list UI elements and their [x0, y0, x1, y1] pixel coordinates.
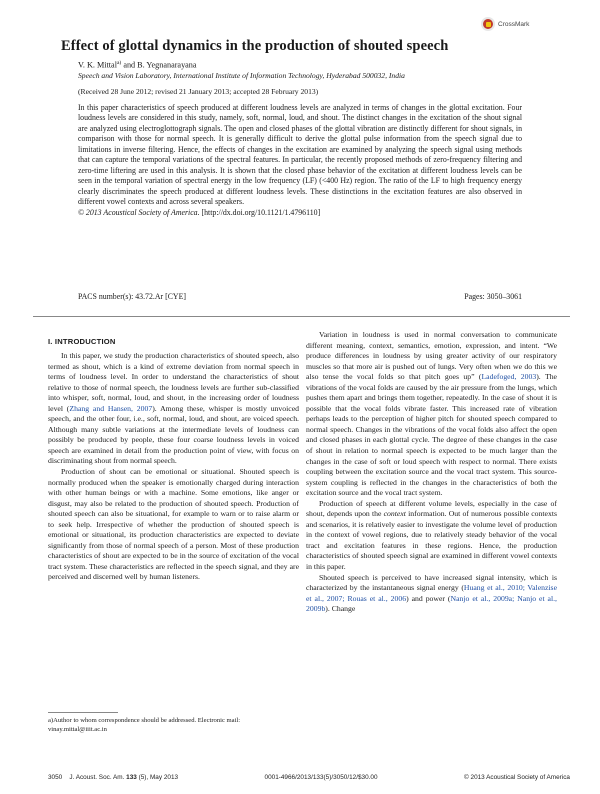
author-line — [78, 60, 197, 70]
author-footnote-marker: a) — [116, 60, 122, 66]
left-column — [48, 351, 299, 583]
page-footer — [48, 774, 570, 781]
author-2: and B. Yegnanarayana — [121, 60, 197, 70]
paragraph — [306, 573, 557, 615]
paragraph — [306, 499, 557, 573]
paragraph-text: ). Among these, whisper is mostly unvoiced speech, and the other four, i.e., soft, normal, loud, and shout, are voiced speech. Although many subtle variations at the intermediate levels of loudness can possibly be produced by people, these four coarse loudness levels in voiced speech are examined in detail from the production point of view, with focus on discriminating shout from normal speech. — [48, 403, 299, 466]
footer-copyright: © 2013 Acoustical Society of America — [464, 774, 570, 781]
paragraph-text: In this paper, we study the production characteristics of shouted speech, also termed as shout, which is a kind of extreme deviation from normal speech in terms of loudness level. In order to understand the characteristics of shout relative to those of normal speech, the loudness levels are further sub-classified into whisper, soft, normal, loud, and shout, in the increasing order of loudness level ( — [48, 351, 299, 413]
citation-link[interactable]: Nanjo et al., 2009a; Nanjo et al., 2009b — [306, 593, 557, 614]
paragraph-text: Shouted speech is perceived to have increased signal intensity, which is characterized by the instantaneous signal energy ( — [306, 572, 557, 593]
paper-title: Effect of glottal dynamics in the production of shouted speech — [61, 38, 449, 54]
abstract-copyright: © 2013 Acoustical Society of America. — [78, 207, 200, 217]
paragraph — [48, 351, 299, 467]
footer-citation — [48, 774, 178, 781]
citation-link[interactable]: Ladefoged, 2003 — [481, 372, 537, 382]
pacs-row — [78, 292, 522, 301]
crossmark-label: CrossMark — [498, 20, 530, 28]
citation-link[interactable]: Huang et al., 2010; Valenzise et al., 2007; Rouas et al., 2006 — [306, 583, 557, 603]
paragraph-text: ) and power ( — [406, 593, 451, 603]
paragraph-text: information. Out of numerous possible contexts and scenarios, it is relatively easier to investigate the volume level of production in the context of vowel regions, due to relatively steady behavior of the vocal tract and excitation features in these regions. Hence, the production characteristics of shouted speech signal are examined in different vowel contexts in this paper. — [306, 509, 557, 572]
right-column — [306, 330, 557, 615]
issue: (5), May 2013 — [136, 774, 179, 781]
section-heading: I. INTRODUCTION — [48, 337, 116, 346]
author-1: V. K. Mittal — [78, 60, 117, 70]
page-range: Pages: 3050–3061 — [464, 292, 522, 301]
header-divider — [33, 316, 570, 317]
crossmark-icon — [481, 17, 495, 31]
paragraph-text: ). Change — [325, 604, 356, 614]
journal-name: J. Acoust. Soc. Am. — [69, 774, 127, 781]
issn: 0001-4966/2013/133(5)/3050/12/$30.00 — [264, 774, 378, 781]
abstract — [78, 103, 522, 218]
citation-link[interactable]: Zhang and Hansen, 2007 — [69, 403, 153, 413]
page-number: 3050 — [48, 774, 63, 781]
crossmark-badge[interactable] — [481, 14, 539, 34]
footnote-divider — [48, 712, 118, 713]
affiliation: Speech and Vision Laboratory, International Institute of Information Technology, Hyderabad 500032, India — [78, 71, 405, 80]
volume: 133 — [126, 774, 137, 781]
pacs-numbers: PACS number(s): 43.72.Ar [CYE] — [78, 292, 186, 301]
paragraph-text: ). The vibrations of the vocal folds are caused by the air pressure from the lungs, which pushes them apart and brings them together, repeatedly. In the case of shout it is possible that the vocal folds vibrate faster. This increased rate of vibration perhaps leads to the perception of higher pitch for shouted speech compared to normal speech. Changes in the vibrations of the vocal folds also affect the open and closed phases in each glottal cycle. The degree of these changes in the case of shout in relation to normal speech is expected to be much larger than the changes in the case of soft or loud speech with respect to normal. There exists coupling between the excitation source and the vocal tract system. This source-system coupling is reflected in the changes in the characteristics of both the excitation source and the vocal tract system. — [306, 372, 557, 498]
paragraph-text: Production of speech at different volume levels, especially in the case of shout, depends upon the — [306, 498, 557, 519]
abstract-text: In this paper characteristics of speech produced at different loudness levels are analyzed in terms of changes in the glottal excitation. Four loudness levels are considered in this study, namely, soft, normal, loud, and shout. The distinct changes in the excitation of the shout signal are analyzed using electroglottograph signals. The open and closed phases of the glottal vibration are distinctly different for shout signals, in comparison with those for normal speech. It is generally difficult to derive the glottal pulse information from the speech signal due to limitations in inverse filtering. Hence, the effects of changes in the excitation are examined by analyzing the speech signal using methods that can capture the temporal variations of the spectral features. In particular, the recently proposed methods of zero-frequency filtering and zero-time liftering are used in this analysis. It is shown that the closed phase behavior of the excitation at different loudness levels can be seen in the temporal variation of spectral energy in the low frequency (LF) (<400 Hz) region. The ratio of the LF to high frequency energy clearly discriminates the speech produced at different loudness levels. These distinctions in the excitation features are also observed in different vowel contexts and across several speakers. — [78, 103, 522, 207]
footnote: a)Author to whom correspondence should be addressed. Electronic mail: vinay.mittal@iiit.ac.in — [48, 717, 241, 733]
italic-term: context — [383, 509, 406, 519]
paragraph: Production of shout can be emotional or situational. Shouted speech is normally produced when the speaker is emotionally charged during interaction with other human beings or with a machine. Some emotions, like anger or disgust, may also be related to the production of shouted speech. Production of shouted speech can also be situational, for example to warn or to raise alarm or to seek help. Irrespective of whether the production of shouted speech is emotional or situational, its production characteristics are expected to deviate significantly from those of normal speech of a person. Most of these production characteristics of shout are expected to be in the source of excitation of the vocal tract system. These characteristics are reflected in the speech signal, and they are perceived and discerned well by human listeners. — [48, 467, 299, 582]
paragraph-text: Variation in loudness is used in normal conversation to communicate different meaning, context, semantics, emotion, expression, and intent. “We produce differences in loudness by using greater activity of our respiratory muscles so that more air is pushed out of lungs. Very often when we do this we also tense the vocal folds so that pitch goes up” ( — [306, 330, 557, 382]
paragraph — [306, 330, 557, 499]
received-dates: (Received 28 June 2012; revised 21 January 2013; accepted 28 February 2013) — [78, 87, 319, 96]
doi-link[interactable]: [http://dx.doi.org/10.1121/1.4796110] — [199, 207, 321, 217]
